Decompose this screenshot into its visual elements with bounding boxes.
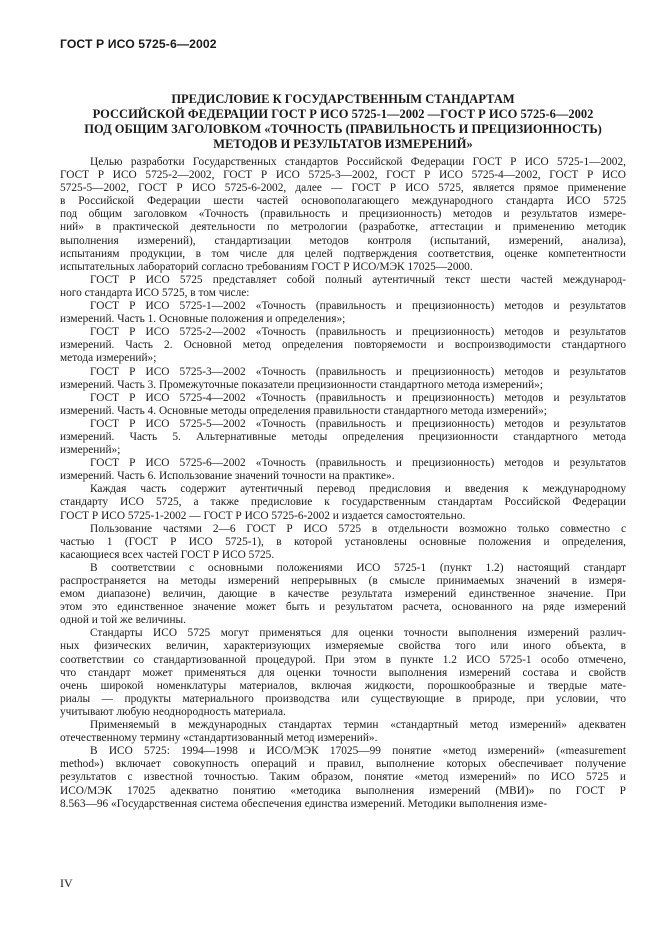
paragraph (60, 562, 626, 627)
title-line: ПОД ОБЩИМ ЗАГОЛОВКОМ «ТОЧНОСТЬ (ПРАВИЛЬНОСТЬ И ПРЕЦИЗИОННОСТЬ) (84, 122, 602, 136)
text-line: измерений. Часть 6. Использование значений точности на практике». (60, 470, 395, 483)
title-line: ПРЕДИСЛОВИЕ К ГОСУДАРСТВЕННЫМ СТАНДАРТАМ (171, 92, 515, 106)
text-line: отечественному термину «стандартизованный метод измерений». (60, 732, 378, 745)
text-line: измерений. Часть 5. Альтернативные методы определения прецизионности стандартного метода (60, 430, 626, 443)
text-line: 5725-5—2002, ГОСТ Р ИСО 5725-6-2002, далее — ГОСТ Р ИСО 5725, является прямое применение (60, 182, 626, 195)
text-line: что стандарт может применяться для оценки точности выполнения измерений состава и свойств (60, 666, 626, 679)
paragraph (60, 483, 626, 522)
text-line: испытаниям продукции, в том числе для целей подтверждения соответствия, оценке компетентности (60, 247, 626, 260)
text-line: в Российской Федерации шести частей основополагающего международного стандарта ИСО 5725 (60, 195, 626, 208)
paragraph (60, 392, 626, 418)
text-line: ГОСТ Р ИСО 5725-1-2002 — ГОСТ Р ИСО 5725-6-2002 и издается самостоятельно. (60, 509, 466, 522)
text-line: ГОСТ Р ИСО 5725-1—2002 «Точность (правильность и прецизионность) методов и результатов (90, 300, 626, 313)
text-line: касающиеся всех частей ГОСТ Р ИСО 5725. (60, 548, 275, 561)
text-line: очень широкой номенклатуры материалов, включая жидкости, порошкообразные и твердые мате- (60, 679, 626, 692)
paragraph (60, 300, 626, 326)
text-line: Применяемый в международных стандартах термин «стандартный метод измерений» адекватен (90, 719, 626, 732)
text-line: ного стандарта ИСО 5725, в том числе: (60, 286, 250, 299)
paragraph (60, 627, 626, 719)
text-line: Стандарты ИСО 5725 могут применяться для оценки точности выполнения измерений различ- (90, 627, 626, 640)
text-line: ГОСТ Р ИСО 5725-5—2002 «Точность (правильность и прецизионность) методов и результатов (90, 417, 626, 430)
text-line: method») включает совокупность операций и правил, выполнение которых обеспечивает получение (60, 758, 626, 771)
paragraph (60, 274, 626, 300)
text-line: ГОСТ Р ИСО 5725-2—2002, ГОСТ Р ИСО 5725-3—2002, ГОСТ Р ИСО 5725-4—2002, ГОСТ Р ИСО (60, 169, 626, 182)
text-line: Каждая часть содержит аутентичный перевод предисловия и введения к международному (90, 483, 626, 496)
preface-body (60, 156, 626, 811)
text-line: измерений. Часть 2. Основной метод определения повторяемости и воспроизводимости стандартного (60, 339, 626, 352)
text-line: ГОСТ Р ИСО 5725-4—2002 «Точность (правильность и прецизионность) методов и результатов (90, 391, 626, 404)
text-line: выполнения измерений), стандартизации методов контроля (испытаний, измерений, анализа), (60, 234, 626, 247)
paragraph (60, 156, 626, 274)
text-line: одной и той же величины. (60, 614, 186, 627)
text-line: результатов с известной точностью. Таким образом, понятие «метод измерений» по ИСО 5725 и (60, 771, 626, 784)
text-line: ИСО/МЭК 17025 адекватно понятию «методика выполнения измерений (МВИ)» по ГОСТ Р (60, 784, 626, 797)
text-line: измерений»; (60, 444, 121, 457)
title-line: РОССИЙСКОЙ ФЕДЕРАЦИИ ГОСТ Р ИСО 5725-1—2002 —ГОСТ Р ИСО 5725-6—2002 (92, 107, 594, 121)
text-line: ГОСТ Р ИСО 5725-6—2002 «Точность (правильность и прецизионность) методов и результатов (90, 457, 626, 470)
text-line: ных физических величин, характеризующих измеряемые свойства того или иного объекта, в (60, 640, 626, 653)
text-line: ГОСТ Р ИСО 5725-3—2002 «Точность (правильность и прецизионность) методов и результатов (90, 365, 626, 378)
text-line: соответствии со стандартизованной процедурой. При этом в пункте 1.2 ИСО 5725-1 особо отмечено, (60, 653, 626, 666)
text-line: измерений. Часть 4. Основные методы определения правильности стандартного метода измерений»; (60, 404, 547, 417)
text-line: риалы — продукты материального производства или существующие в природе, при условии, что (60, 692, 626, 705)
text-line: ГОСТ Р ИСО 5725 представляет собой полный аутентичный текст шести частей международ- (90, 273, 626, 286)
title-line: МЕТОДОВ И РЕЗУЛЬТАТОВ ИЗМЕРЕНИЙ» (213, 137, 473, 151)
text-line: ГОСТ Р ИСО 5725-2—2002 «Точность (правильность и прецизионность) методов и результатов (90, 326, 626, 339)
text-line: ний» в практической деятельности по метрологии (разработке, аттестации и применению методик (60, 221, 626, 234)
text-line: этом это единственное значение может быть и результатом расчета, основанного на ряде измерений (60, 601, 626, 614)
paragraph (60, 745, 626, 810)
text-line: стандарту ИСО 5725, а также предисловие к государственным стандартам Российской Федерации (60, 496, 626, 509)
document-code-header: ГОСТ Р ИСО 5725-6—2002 (60, 37, 217, 51)
text-line: распространяется на методы измерений непрерывных (в смысле принимаемых значений в измеря- (60, 575, 626, 587)
page-number: IV (60, 876, 73, 890)
text-line: 8.563—96 «Государственная система обеспечения единства измерений. Методики выполнения изме- (60, 797, 547, 810)
text-line: В соответствии с основными положениями ИСО 5725-1 (пункт 1.2) настоящий стандарт (90, 561, 626, 574)
paragraph (60, 457, 626, 483)
paragraph (60, 418, 626, 457)
text-line: измерений. Часть 1. Основные положения и определения»; (60, 313, 346, 326)
text-line: измерений. Часть 3. Промежуточные показатели прецизионности стандартного метода измерений»; (60, 378, 543, 391)
preface-title (60, 92, 626, 152)
text-line: под общим заголовком «Точность (правильность и прецизионность) методов и результатов измере- (60, 208, 626, 221)
text-line: испытательных лабораторий согласно требованиям ГОСТ Р ИСО/МЭК 17025—2000. (60, 260, 473, 273)
text-line: Пользование частями 2—6 ГОСТ Р ИСО 5725 в отдельности возможно только совместно с (90, 522, 626, 535)
paragraph (60, 366, 626, 392)
text-line: учитывают любую неоднородность материала. (60, 705, 286, 718)
text-line: Целью разработки Государственных стандартов Российской Федерации ГОСТ Р ИСО 5725-1—2002, (90, 156, 626, 168)
paragraph (60, 326, 626, 365)
paragraph (60, 719, 626, 745)
text-line: емом диапазоне) величин, дающие в качестве результата измерений единственное значение. При (60, 588, 626, 601)
text-line: частью 1 (ГОСТ Р ИСО 5725-1), в которой установлены основные положения и определения, (60, 535, 626, 548)
paragraph (60, 523, 626, 562)
text-line: метода измерений»; (60, 352, 157, 365)
text-line: В ИСО 5725: 1994—1998 и ИСО/МЭК 17025—99 понятие «метод измерений» («measurement (90, 745, 626, 758)
